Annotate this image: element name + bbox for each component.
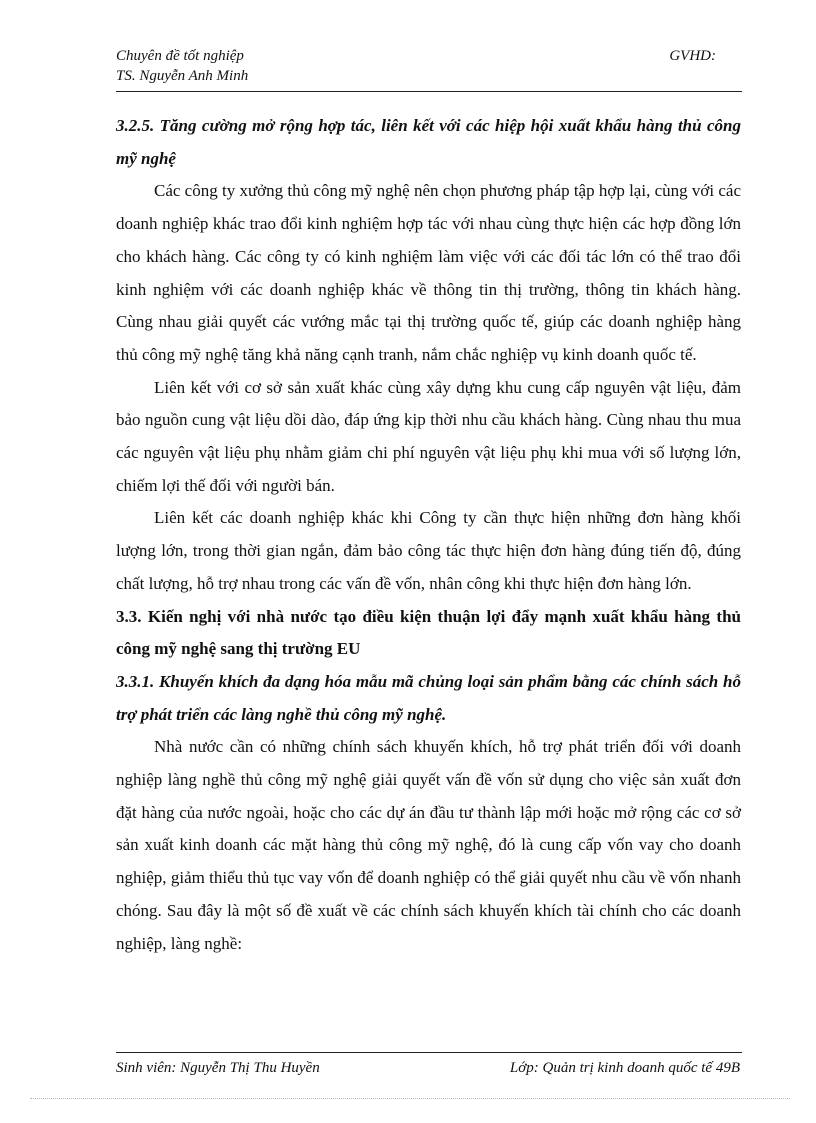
footer-class: Lớp: Quản trị kinh doanh quốc tế 49B — [509, 1060, 740, 1076]
paragraph-1: Các công ty xưởng thủ công mỹ nghệ nên chọn phương pháp tập hợp lại, cùng với các doanh nghiệp khác trao đổi kinh nghiệm hợp tác với nhau cùng thực hiện các hợp đồng lớn cho khách hàng. Các công ty có kinh nghiệm làm việc với các đối tác lớn có thể trao đổi kinh nghiệm với các doanh nghiệp khác về thông tin thị trường, thông tin khách hàng. Cùng nhau giải quyết các vướng mắc tại thị trường quốc tế, giúp các doanh nghiệp hàng thủ công mỹ nghệ tăng khả năng cạnh tranh, nắm chắc nghiệp vụ kinh doanh quốc tế. — [116, 181, 741, 364]
page-header — [116, 46, 742, 66]
footer-divider — [116, 1052, 742, 1053]
header-advisor-name: TS. Nguyễn Anh Minh — [116, 68, 249, 84]
paragraph-4: Nhà nước cần có những chính sách khuyến khích, hỗ trợ phát triển đối với doanh nghiệp làng nghề thủ công mỹ nghệ giải quyết vấn đề vốn sử dụng cho việc sản xuất đơn đặt hàng của nước ngoài, hoặc cho các dự án đầu tư thành lập mới hoặc mở rộng các cơ sở sản xuất kinh doanh các mặt hàng thủ công mỹ nghệ, đó là cung cấp vốn vay cho doanh nghiệp, giảm thiểu thủ tục vay vốn để doanh nghiệp có thể giải quyết nhu cầu về vốn nhanh chóng. Sau đây là một số đề xuất về các chính sách khuyến khích tài chính cho các doanh nghiệp, làng nghề: — [116, 737, 741, 953]
header-advisor-label: GVHD: — [669, 48, 716, 64]
header-title: Chuyên đề tốt nghiệp — [116, 48, 244, 64]
document-body — [116, 110, 741, 960]
paragraph-3: Liên kết các doanh nghiệp khác khi Công ty cần thực hiện những đơn hàng khối lượng lớn, trong thời gian ngắn, đảm bảo công tác thực hiện đơn hàng đúng tiến độ, đúng chất lượng, hỗ trợ nhau trong các vấn đề vốn, nhân công khi thực hiện đơn hàng lớn. — [116, 508, 741, 593]
heading-3-3-1: 3.3.1. Khuyến khích đa dạng hóa mẫu mã chủng loại sản phẩm bằng các chính sách hỗ trợ phát triển các làng nghề thủ công mỹ nghệ. — [116, 671, 741, 724]
page-footer — [116, 1058, 742, 1078]
page-bottom-border — [30, 1098, 790, 1099]
heading-3-2-5: 3.2.5. Tăng cường mở rộng hợp tác, liên kết với các hiệp hội xuất khẩu hàng thủ công mỹ nghệ — [116, 116, 741, 168]
footer-student: Sinh viên: Nguyễn Thị Thu Huyền — [116, 1060, 320, 1076]
heading-3-3: 3.3. Kiến nghị với nhà nước tạo điều kiện thuận lợi đẩy mạnh xuất khẩu hàng thủ công mỹ nghệ sang thị trường EU — [116, 606, 741, 659]
header-divider — [116, 91, 742, 92]
paragraph-2: Liên kết với cơ sở sản xuất khác cùng xây dựng khu cung cấp nguyên vật liệu, đảm bảo nguồn cung vật liệu dồi dào, đáp ứng kịp thời nhu cầu khách hàng. Cùng nhau thu mua các nguyên vật liệu phụ nhằm giảm chi phí nguyên vật liệu phụ khi mua với số lượng lớn, chiếm lợi thế đối với người bán. — [116, 377, 741, 495]
